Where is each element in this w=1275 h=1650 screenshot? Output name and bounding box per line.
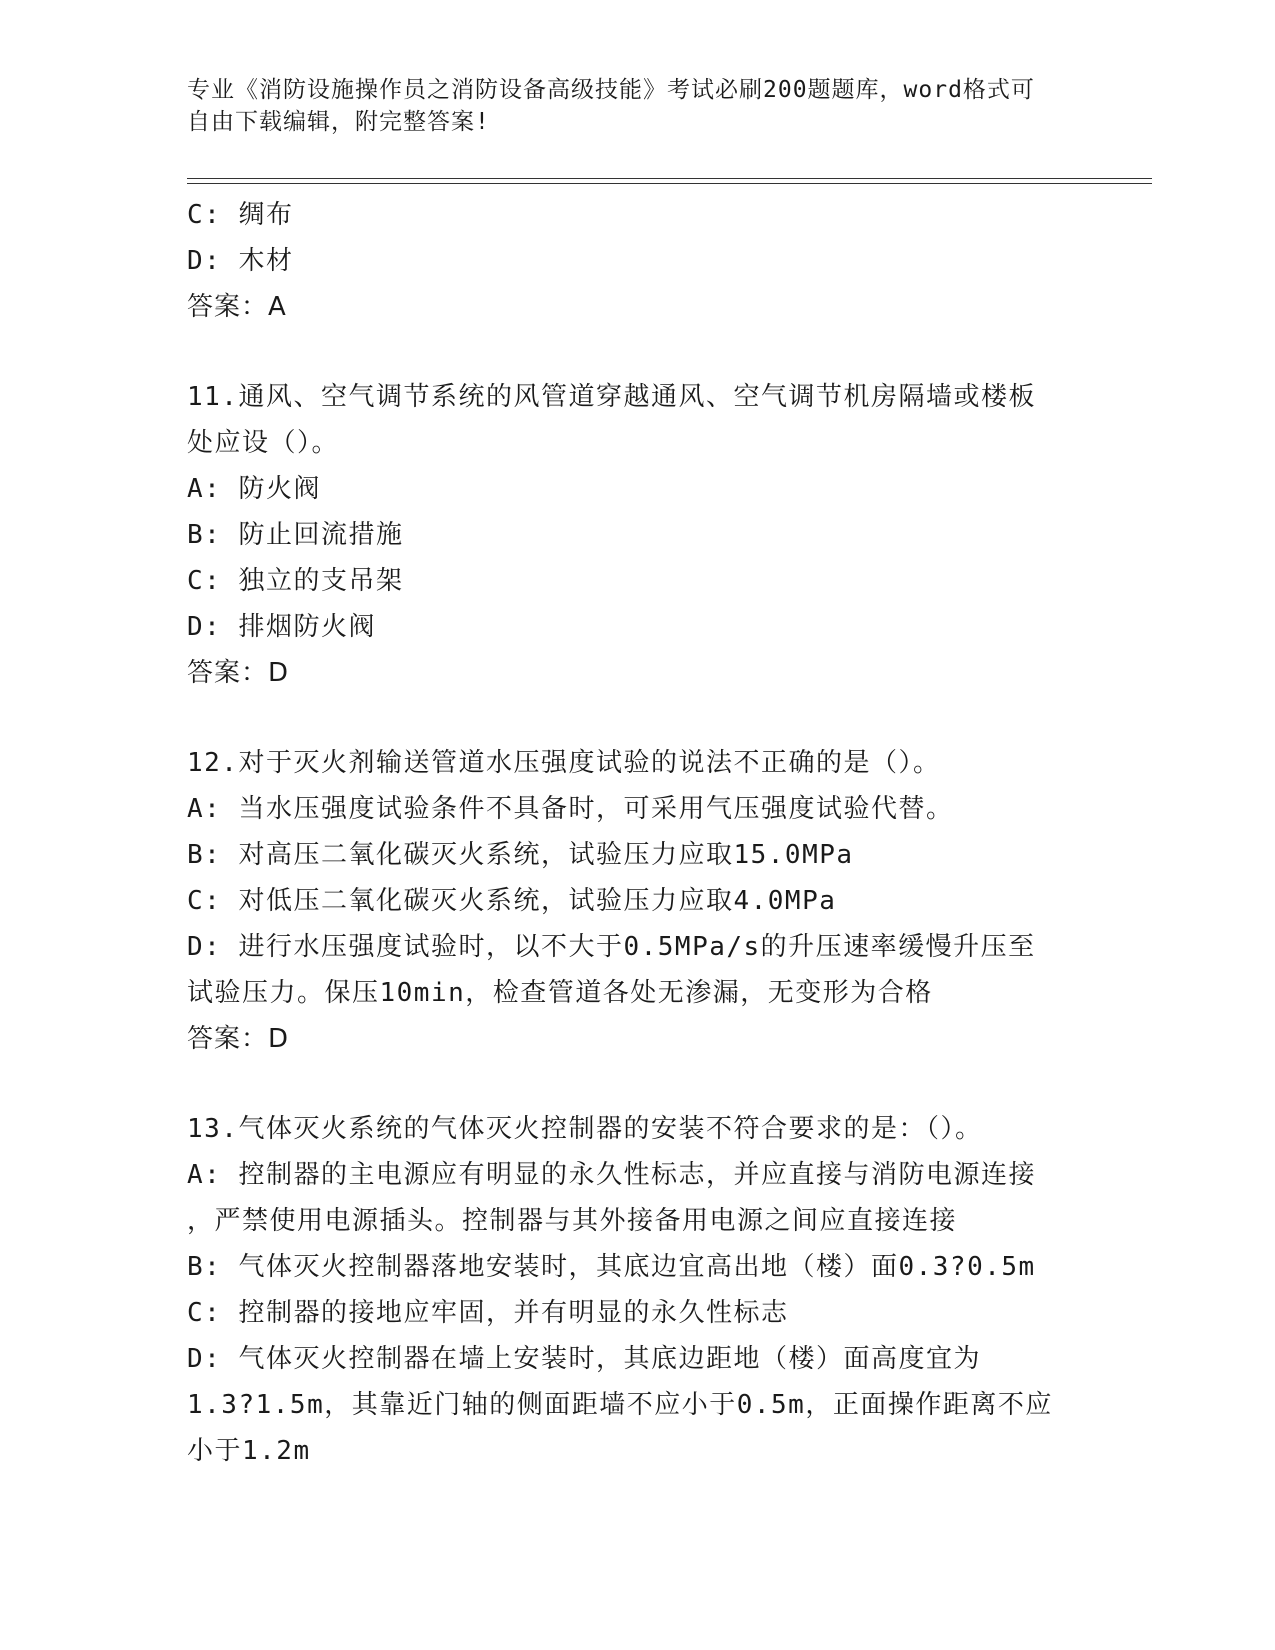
- option-a-cont: ，严禁使用电源插头。控制器与其外接备用电源之间应直接连接: [187, 1206, 958, 1236]
- question-stem: 11.通风、空气调节系统的风管道穿越通风、空气调节机房隔墙或楼板: [187, 382, 1036, 412]
- header-line-1: 专业《消防设施操作员之消防设备高级技能》考试必刷200题题库，word格式可: [187, 77, 1035, 103]
- option-c: C: 控制器的接地应牢固，并有明显的永久性标志: [187, 1298, 789, 1328]
- question-block-10: [187, 192, 1087, 330]
- answer: 答案：D: [187, 658, 290, 688]
- document-header: [187, 74, 1067, 138]
- spacer: [187, 1062, 1087, 1106]
- spacer: [187, 330, 1087, 374]
- answer: 答案：A: [187, 292, 287, 322]
- document-body: [187, 192, 1087, 1474]
- option-b: B: 气体灭火控制器落地安装时，其底边宜高出地（楼）面0.3?0.5m: [187, 1252, 1036, 1282]
- option-d-cont-2: 小于1.2m: [187, 1436, 311, 1466]
- header-line-2: 自由下载编辑，附完整答案!: [187, 109, 490, 135]
- header-divider-top: [187, 178, 1152, 179]
- question-block-12: [187, 740, 1087, 1062]
- option-a: A: 防火阀: [187, 474, 321, 504]
- option-d: D: 进行水压强度试验时，以不大于0.5MPa/s的升压速率缓慢升压至: [187, 932, 1036, 962]
- option-a: A: 当水压强度试验条件不具备时，可采用气压强度试验代替。: [187, 794, 954, 824]
- option-d: D: 木材: [187, 246, 294, 276]
- option-c: C: 绸布: [187, 200, 294, 230]
- option-c: C: 独立的支吊架: [187, 566, 404, 596]
- option-c: C: 对低压二氧化碳灭火系统，试验压力应取4.0MPa: [187, 886, 837, 916]
- option-d-cont: 1.3?1.5m，其靠近门轴的侧面距墙不应小于0.5m，正面操作距离不应: [187, 1390, 1053, 1420]
- option-a: A: 控制器的主电源应有明显的永久性标志，并应直接与消防电源连接: [187, 1160, 1036, 1190]
- option-d: D: 排烟防火阀: [187, 612, 376, 642]
- question-stem: 13.气体灭火系统的气体灭火控制器的安装不符合要求的是：（）。: [187, 1114, 983, 1144]
- header-divider-bottom: [187, 183, 1152, 184]
- question-stem: 12.对于灭火剂输送管道水压强度试验的说法不正确的是（）。: [187, 748, 941, 778]
- option-b: B: 对高压二氧化碳灭火系统，试验压力应取15.0MPa: [187, 840, 854, 870]
- option-b: B: 防止回流措施: [187, 520, 404, 550]
- answer: 答案：D: [187, 1024, 290, 1054]
- question-stem-cont: 处应设（）。: [187, 428, 340, 458]
- question-block-11: [187, 374, 1087, 696]
- option-d-cont: 试验压力。保压10min，检查管道各处无渗漏，无变形为合格: [187, 978, 933, 1008]
- question-block-13: [187, 1106, 1087, 1474]
- spacer: [187, 696, 1087, 740]
- option-d: D: 气体灭火控制器在墙上安装时，其底边距地（楼）面高度宜为: [187, 1344, 981, 1374]
